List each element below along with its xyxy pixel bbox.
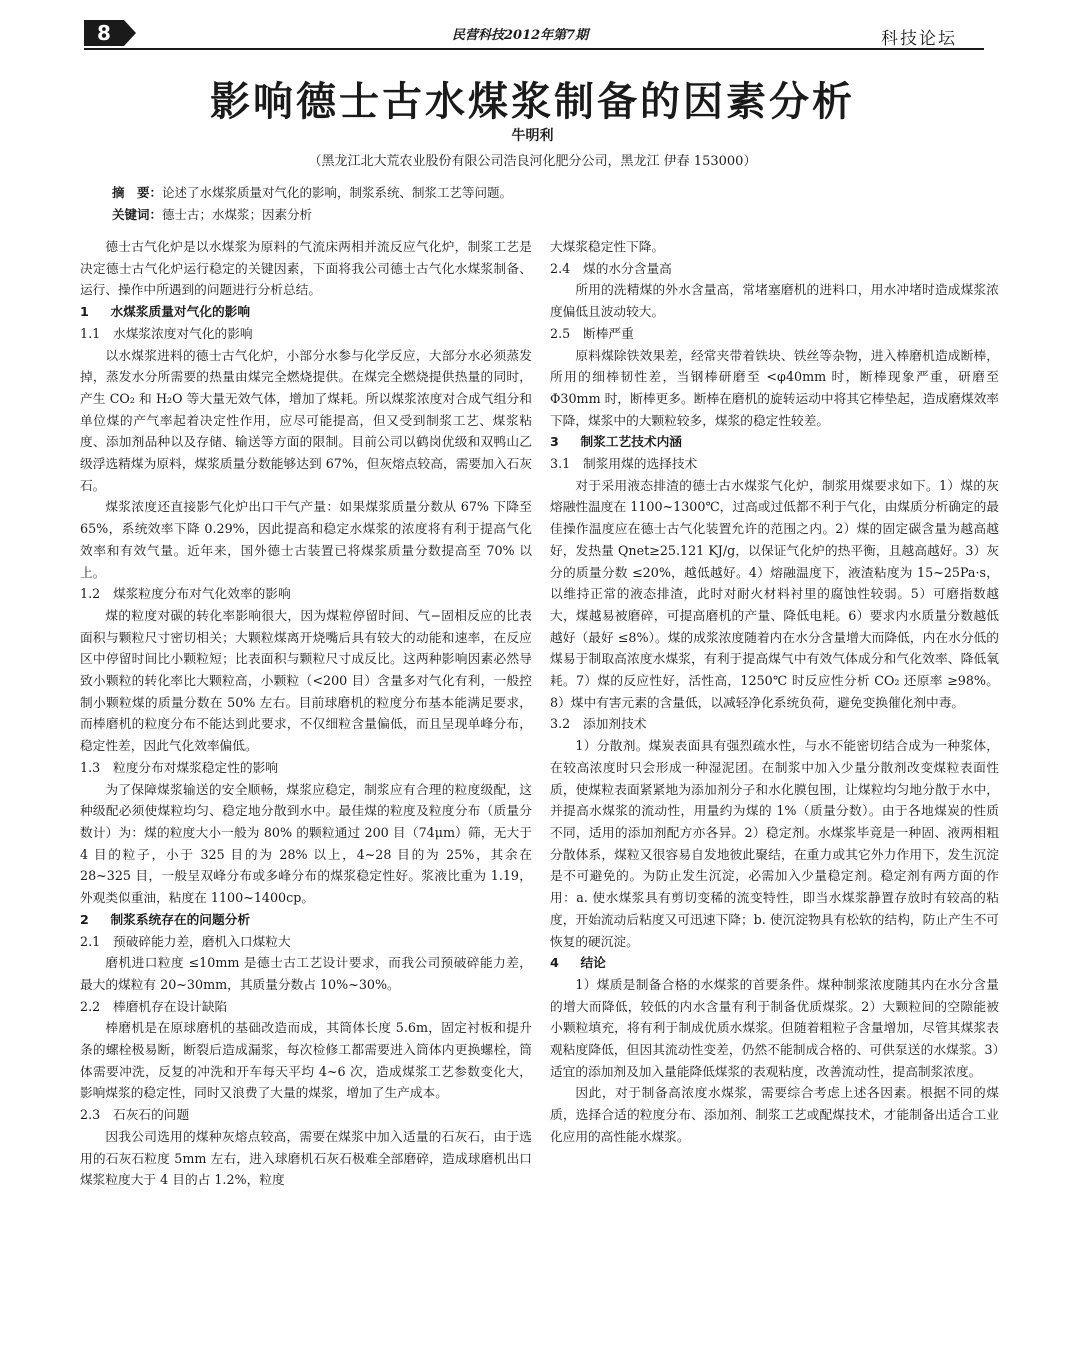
article-title: 影响德士古水煤浆制备的因素分析: [210, 78, 855, 125]
paragraph: 煤的粒度对碳的转化率影响很大，因为煤粒停留时间、气−固相反应的比表面积与颗粒尺寸密切相关；大颗粒煤离开烧嘴后具有较大的动能和速率，在反应区中停留时间比小颗粒短；比表面积与颗粒尺寸成反比。这两种影响因素必然导致小颗粒的转化率比大颗粒高，小颗粒（<200 目）含量多对气化有利，一般控制小颗粒煤的质量分数在 50% 左右。目前球磨机的粒度分布基本能满足要求，而棒磨机的粒度分布不能达到此要求，不仅细粒含量偏低，而且呈现单峰分布，稳定性差，因此气化效率偏低。: [80, 607, 532, 754]
paragraph: 因我公司选用的煤种灰熔点较高，需要在煤浆中加入适量的石灰石，由于选用的石灰石粒度 5mm 左右，进入球磨机石灰石极难全部磨碎，造成球磨机出口煤浆粒度大于 4 目的占 1.2%，粒度: [80, 1128, 532, 1188]
intro-paragraph: 德士古气化炉是以水煤浆为原料的气流床两相并流反应气化炉，制浆工艺是决定德士古气化炉运行稳定的关键因素，下面将我公司德士古气化水煤浆制备、运行、操作中所遇到的问题进行分析总结。: [80, 239, 532, 298]
subsection-heading-1-2: 1.2 煤浆粒度分布对气化效率的影响: [80, 586, 291, 602]
left-column: [80, 236, 532, 1191]
keywords: [112, 204, 992, 226]
header-rule: [84, 48, 984, 50]
section-heading-3: 3 制浆工艺技术内涵: [550, 434, 682, 450]
section-heading-2: 2 制浆系统存在的问题分析: [80, 911, 251, 927]
section-heading-4: 4 结论: [550, 955, 606, 971]
page-number: 8: [84, 20, 124, 46]
subsection-heading-3-2: 3.2 添加剂技术: [550, 716, 647, 732]
subsection-heading-1-3: 1.3 粒度分布对煤浆稳定性的影响: [80, 759, 278, 775]
paragraph: 1）煤质是制备合格的水煤浆的首要条件。煤种制浆浓度随其内在水分含量的增大而降低，较低的内水含量有利于制备优质煤浆。2）大颗粒间的空隙能被小颗粒填充，将有利于制成优质水煤浆。但随着粗粒子含量增加，尽管其煤浆表观粘度降低，但因其流动性变差，仍然不能制成合格的、可供泵送的水煤浆。3）适宜的添加剂及加入量能降低煤浆的表观粘度，改善流动性，提高制浆浓度。: [550, 976, 999, 1079]
right-column: [550, 236, 999, 1148]
paragraph: 对于采用液态排渣的德士古水煤浆气化炉，制浆用煤要求如下。1）煤的灰熔融性温度在 1100~1300℃，过高或过低都不利于气化，由煤质分析确定的最佳操作温度应在德士古气化装置允许的范围之内。2）煤的固定碳含量为越高越好，发热量 Qnet≥25.121 KJ/g，以保证气化炉的热平衡，且越高越好。3）灰分的质量分数 ≤20%，越低越好。4）熔融温度下，液渣粘度为 15~25Pa·s，以维持正常的液态排渣，此时对耐火材料衬里的腐蚀性较弱。5）可磨指数越大，煤越易被磨碎，可提高磨机的产量、降低电耗。6）要求内水质量分数越低越好（最好 ≤8%）。煤的成浆浓度随着内在水分含量增大而降低，内在水分低的煤易于制取高浓度水煤浆，有利于提高煤气中有效气体成分和气化效率、降低氧耗。7）煤的反应性好，活性高，1250℃ 时反应性分析 CO₂ 还原率 ≥98%。8）煤中有害元素的含量低，以减轻净化系统负荷，避免变换催化剂中毒。: [550, 477, 999, 710]
paragraph: 原料煤除铁效果差，经常夹带着铁块、铁丝等杂物，进入棒磨机造成断棒，所用的细棒韧性差，当钢棒研磨至 <φ40mm 时，断棒现象严重，研磨至 Φ30mm 时，断棒更多。断棒在磨机的旋转运动中将其它棒垫起，造成磨煤效率下降，煤浆中的大颗粒较多，煤浆的稳定性较差。: [550, 347, 999, 428]
abstract-text: 论述了水煤浆质量对气化的影响，制浆系统、制浆工艺等问题。: [162, 185, 513, 200]
affiliation: （黑龙江北大荒农业股份有限公司浩良河化肥分公司，黑龙江 伊春 153000）: [308, 154, 757, 169]
paragraph: 为了保障煤浆输送的安全顺畅，煤浆应稳定，制浆应有合理的粒度级配，这种级配必须使煤粒均匀、稳定地分散到水中。最佳煤的粒度及粒度分布（质量分数计）为：煤的粒度大小一般为 80% 的颗粒通过 200 目（74μm）筛，无大于 4 目的粒子，小于 325 目的为 28% 以上，4~28 目的为 25%，其余在 28~325 目，一般呈双峰分布或多峰分布的煤浆稳定性好。浆液比重为 1.19，外观类似重油，粘度在 1100~1400cp。: [80, 781, 532, 906]
author: 牛明利: [511, 128, 554, 144]
paragraph-continued: 大煤浆稳定性下降。: [550, 239, 665, 254]
abstract-label: 摘 要：: [112, 185, 163, 200]
paragraph: 磨机进口粒度 ≤10mm 是德士古工艺设计要求，而我公司预破碎能力差，最大的煤粒有 20~30mm，其质量分数占 10%~30%。: [80, 955, 532, 992]
subsection-heading-2-1: 2.1 预破碎能力差，磨机入口煤粒大: [80, 933, 291, 949]
subsection-heading-2-3: 2.3 石灰石的问题: [80, 1107, 190, 1123]
paragraph: 以水煤浆进料的德士古气化炉，小部分水参与化学反应，大部分水必须蒸发掉，蒸发水分所需要的热量由煤完全燃烧提供。在煤完全燃烧提供热量的同时，产生 CO₂ 和 H₂O 等大量无效气体，增加了煤耗。所以煤浆浓度对合成气组分和单位煤的产气率起着决定性作用，应尽可能提高，但又受到制浆工艺、煤浆粘度、添加剂品种以及存储、输送等方面的限制。目前公司以鹤岗优级和双鸭山乙级浮选精煤为原料，煤浆质量分数能够达到 67%，但灰熔点较高，需要加入石灰石。: [80, 347, 532, 493]
paragraph: 棒磨机是在原球磨机的基础改造而成，其筒体长度 5.6m，固定衬板和提升条的螺栓极易断，断裂后造成漏浆，每次检修工都需要进入筒体内更换螺栓，筒体需要冲洗，反复的冲洗和开车每天平均 4~6 次，造成煤浆工艺参数变化大，影响煤浆的稳定性，同时又浪费了大量的煤浆，增加了生产成本。: [80, 1020, 532, 1101]
column-name: 科技论坛: [881, 29, 957, 49]
subsection-heading-1-1: 1.1 水煤浆浓度对气化的影响: [80, 325, 253, 341]
keywords-text: 德士古；水煤浆；因素分析: [162, 207, 313, 222]
journal-name: 民营科技2012年第7期: [452, 28, 589, 43]
paragraph: 1）分散剂。煤炭表面具有强烈疏水性，与水不能密切结合成为一种浆体，在较高浓度时只会形成一种湿泥团。在制浆中加入少量分散剂改变煤粒表面性质，使煤粒表面紧紧地为添加剂分子和水化膜包围，让煤粒均匀地分散于水中，并提高水煤浆的流动性，用量约为煤的 1%（质量分数）。由于各地煤炭的性质不同，适用的添加剂配方亦各异。2）稳定剂。水煤浆毕竟是一种固、液两相粗分散体系，煤粒又很容易自发地彼此聚结，在重力或其它外力作用下，发生沉淀是不可避免的。为防止发生沉淀，必需加入少量稳定剂。稳定剂有两方面的作用：a. 使水煤浆具有剪切变稀的流变特性，即当水煤浆静置存放时有较高的粘度，开始流动后粘度又可迅速下降；b. 使沉淀物具有松软的结构，防止产生不可恢复的硬沉淀。: [550, 738, 999, 949]
subsection-heading-2-2: 2.2 棒磨机存在设计缺陷: [80, 998, 228, 1014]
page-header: [0, 0, 1065, 50]
keywords-label: 关键词：: [112, 207, 163, 222]
subsection-heading-2-4: 2.4 煤的水分含量高: [550, 260, 672, 276]
paragraph: 所用的洗精煤的外水含量高，常堵塞磨机的进料口，用水冲堵时造成煤浆浓度偏低且波动较大。: [550, 282, 999, 320]
section-heading-1: 1 水煤浆质量对气化的影响: [80, 304, 251, 320]
subsection-heading-3-1: 3.1 制浆用煤的选择技术: [550, 456, 698, 472]
subsection-heading-2-5: 2.5 断棒严重: [550, 325, 634, 341]
abstract-block: [112, 182, 992, 226]
paragraph: 因此，对于制备高浓度水煤浆，需要综合考虑上述各因素。根据不同的煤质，选择合适的粒度分布、添加剂、制浆工艺或配煤技术，才能制备出适合工业化应用的高性能水煤浆。: [550, 1085, 999, 1144]
abstract: [112, 182, 992, 204]
paragraph: 煤浆浓度还直接影气化炉出口干气产量：如果煤浆质量分数从 67% 下降至 65%，系统效率下降 0.29%，因此提高和稳定水煤浆的浓度将有利于提高气化效率和有效气量。近年来，国外德士古装置已将煤浆质量分数提高至 70% 以上。: [80, 499, 532, 580]
